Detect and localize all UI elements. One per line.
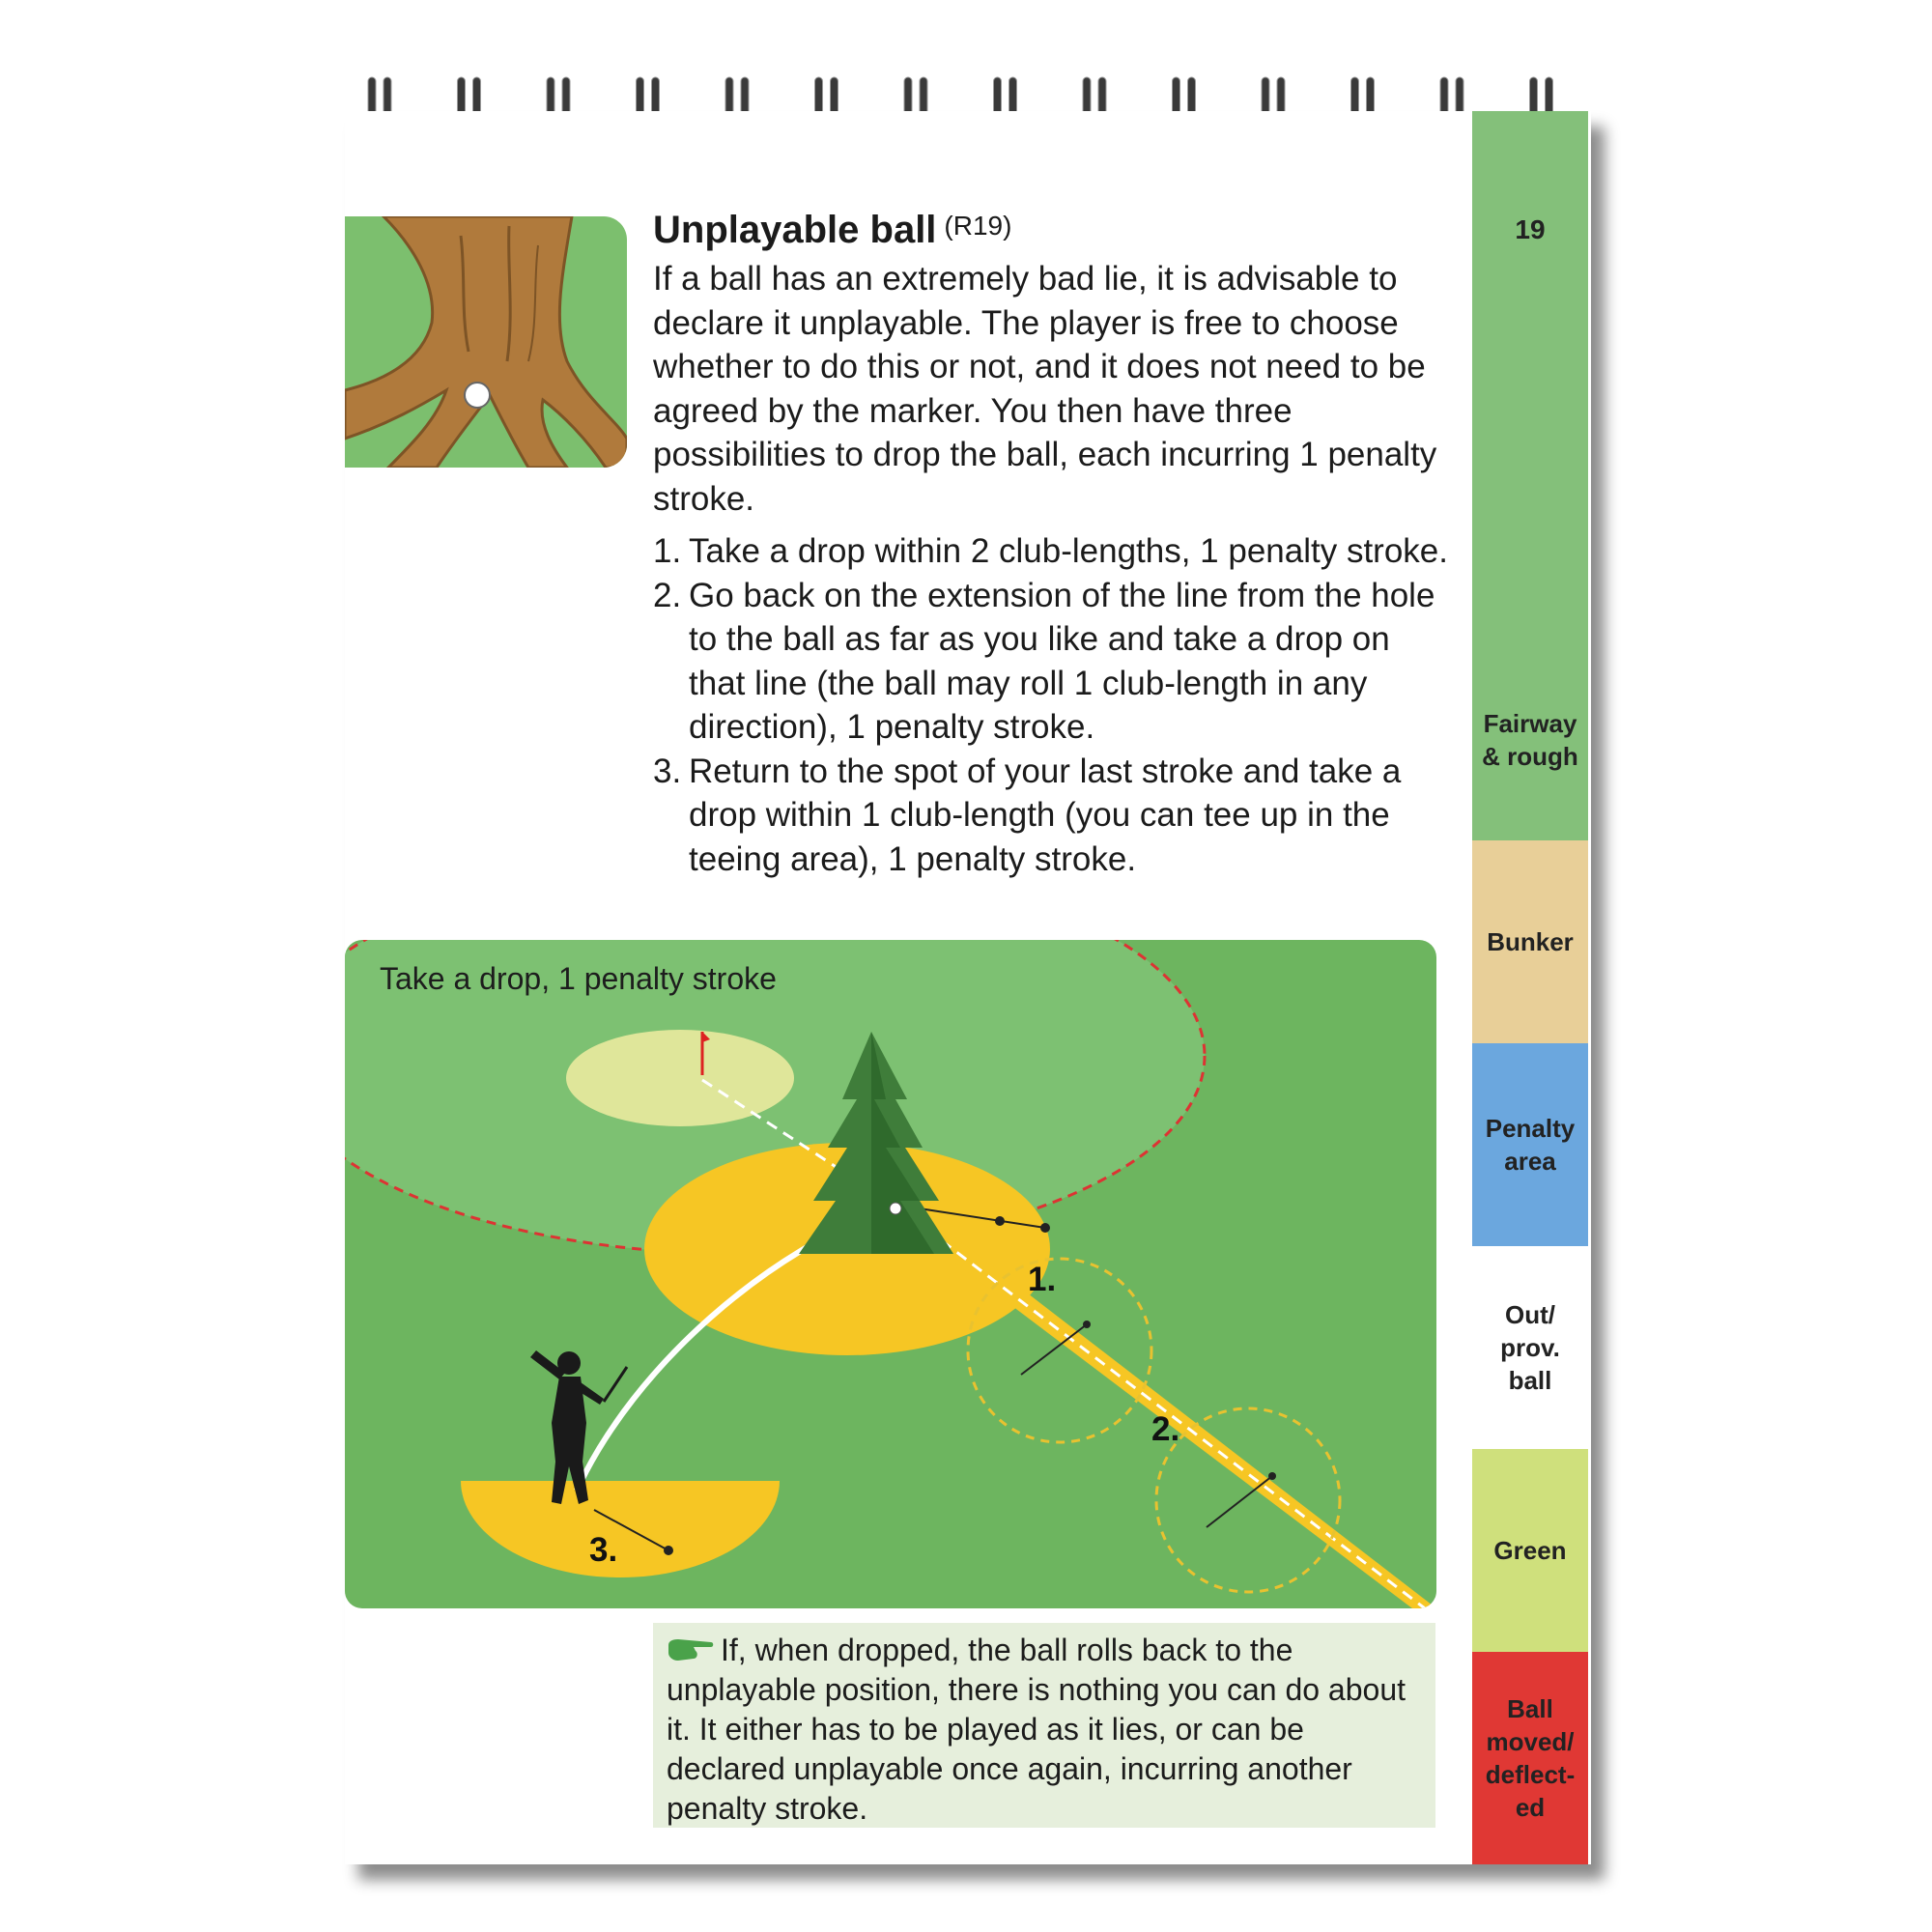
title-text: Unplayable ball: [653, 209, 937, 251]
list-text: Return to the spot of your last stroke and take a drop within 1 club-length (you can tee up in the teeing area), 1 penalty stroke.: [689, 752, 1402, 878]
tree-roots-illustration: [345, 216, 627, 468]
tab-ball-moved-deflected[interactable]: [1472, 1652, 1588, 1864]
tab-green[interactable]: [1472, 1449, 1588, 1652]
page-number: 19: [1515, 214, 1546, 244]
list-number: 3.: [653, 752, 682, 790]
section-tabs: [1472, 111, 1588, 1864]
intro-paragraph: If a ball has an extremely bad lie, it is advisable to declare it unplayable. The player is free to choose whether to do this or not, and it does not need to be agreed by the marker. You then have three possibilities to drop the ball, each incurring 1 penalty stroke.: [653, 260, 1437, 518]
option-list: [653, 529, 1453, 881]
tab-label: Ball moved/ deflect-ed: [1485, 1694, 1576, 1822]
tab-penalty-area[interactable]: [1472, 1043, 1588, 1246]
tab-out-prov-ball[interactable]: [1472, 1246, 1588, 1449]
tab-label: Penalty area: [1485, 1114, 1576, 1176]
list-item: [653, 529, 1453, 574]
list-text: Go back on the extension of the line from the hole to the ball as far as you like and take a drop on that line (the ball may roll 1 club-length in any direction), 1 penalty stroke.: [689, 576, 1435, 746]
tip-text: If, when dropped, the ball rolls back to the unplayable position, there is nothing you can do about it. It either has to be played as it lies, or can be declared unplayable once again, incurring another penalty stroke.: [667, 1633, 1406, 1826]
putting-green: [566, 1030, 794, 1126]
tab-label: Green: [1493, 1536, 1567, 1565]
tab-label: Bunker: [1487, 927, 1574, 956]
golf-ball-icon: [465, 383, 490, 408]
diagram-caption: Take a drop, 1 penalty stroke: [380, 961, 777, 996]
option-label-3: 3.: [589, 1531, 618, 1569]
pointing-hand-icon: [667, 1637, 715, 1662]
option-label-2: 2.: [1151, 1410, 1180, 1448]
drop-options-diagram: [345, 940, 1436, 1608]
option-label-1: 1.: [1028, 1261, 1057, 1298]
tab-label: Fairway & rough: [1482, 709, 1578, 771]
list-item: [653, 750, 1453, 882]
list-number: 1.: [653, 532, 682, 570]
list-item: [653, 574, 1453, 750]
tab-label: Out/ prov. ball: [1500, 1300, 1560, 1395]
page-title: [653, 209, 1011, 252]
tab-bunker[interactable]: [1472, 840, 1588, 1043]
ball-icon: [890, 1203, 901, 1214]
tip-box: [653, 1623, 1435, 1828]
list-number: 2.: [653, 576, 682, 614]
rule-reference: (R19): [944, 211, 1012, 241]
list-text: Take a drop within 2 club-lengths, 1 penalty stroke.: [689, 532, 1448, 570]
